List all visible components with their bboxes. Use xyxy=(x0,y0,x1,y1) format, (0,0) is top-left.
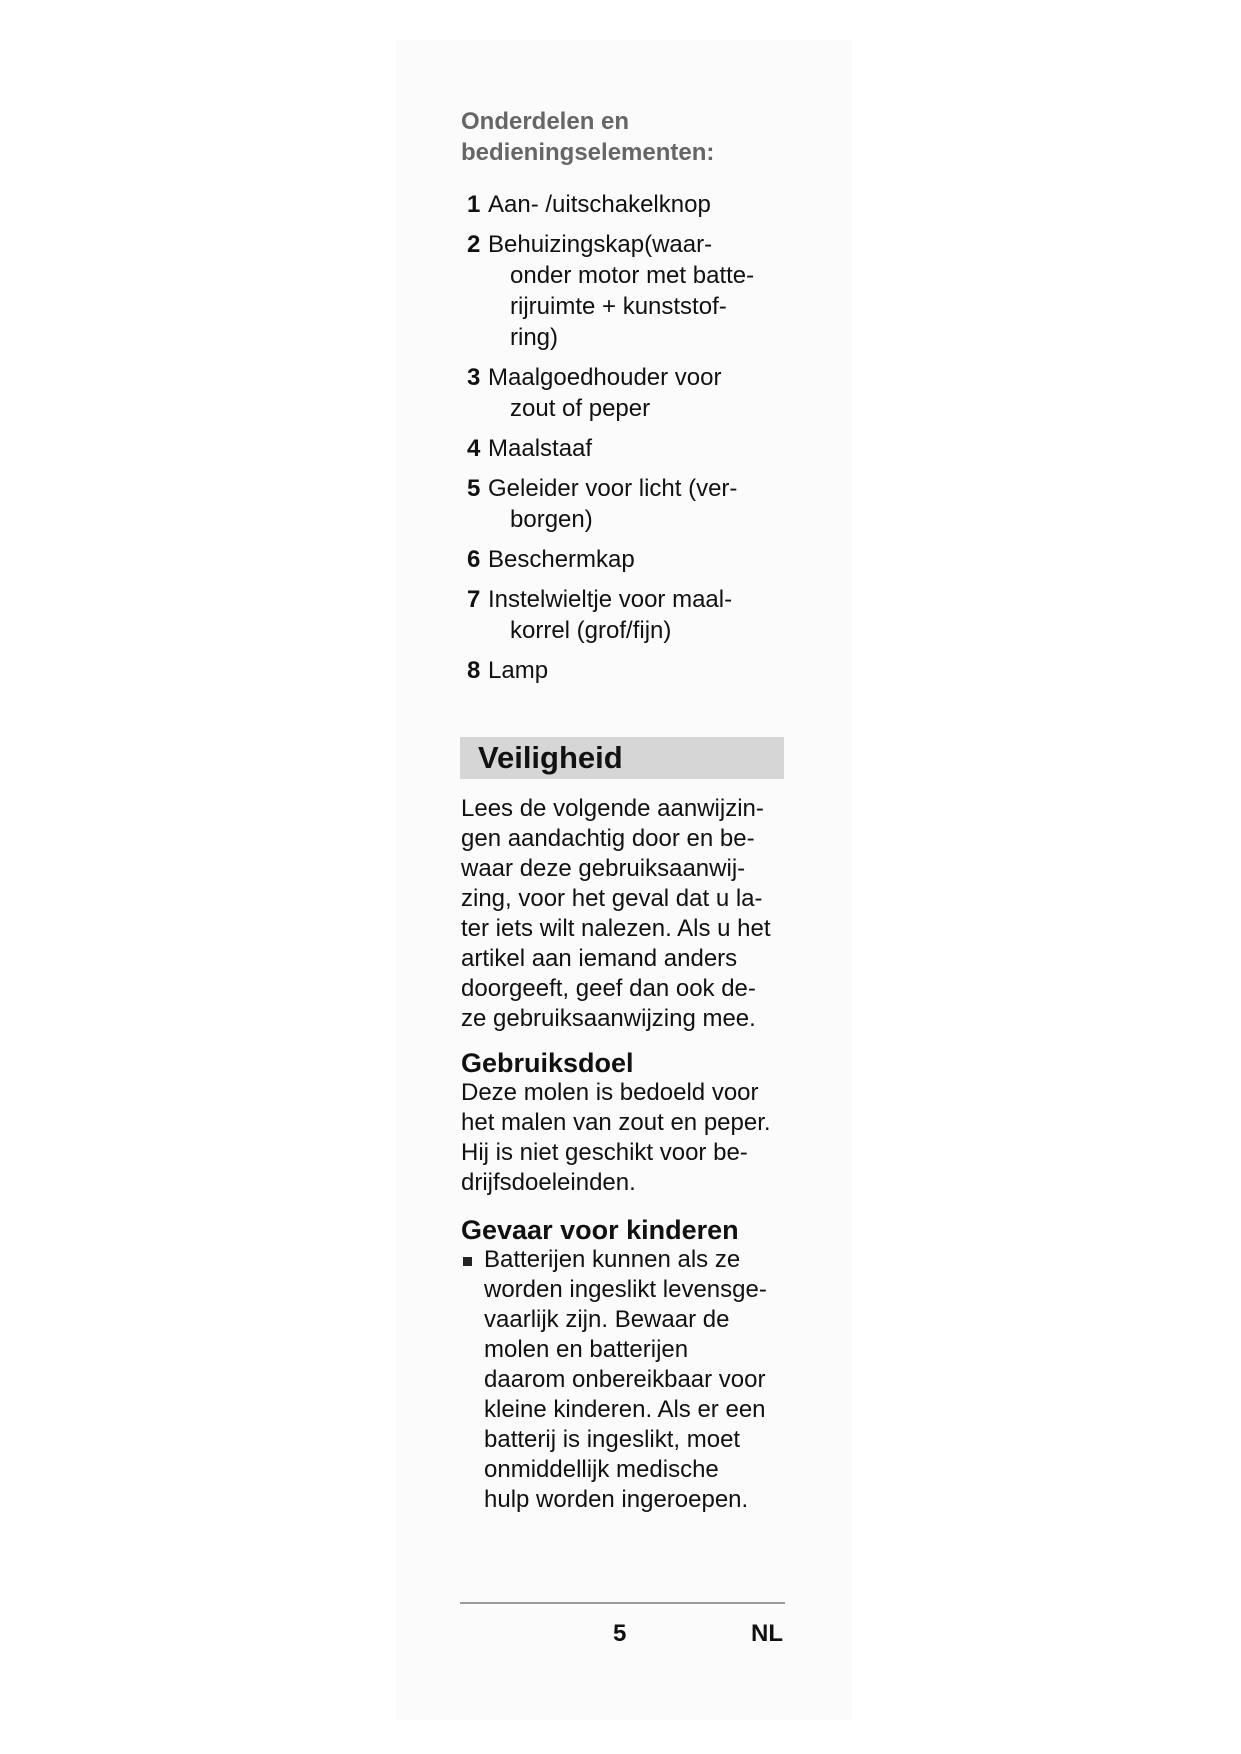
part-item xyxy=(467,189,787,220)
text-line: zing, voor het geval dat u la- xyxy=(461,885,763,912)
part-label: Behuizingskap(waar- xyxy=(488,231,713,258)
text-line: gen aandachtig door en be- xyxy=(461,825,755,852)
text-line: het malen van zout en peper. xyxy=(461,1109,771,1136)
text-line: vaarlijk zijn. Bewaar de xyxy=(484,1306,730,1333)
safety-intro xyxy=(461,794,785,1034)
text-line: waar deze gebruiksaanwij- xyxy=(461,855,746,882)
parts-list xyxy=(467,189,787,695)
part-item xyxy=(467,584,787,646)
part-item xyxy=(467,433,787,464)
part-number: 6 xyxy=(467,546,481,573)
text-line: ter iets wilt nalezen. Als u het xyxy=(461,915,771,942)
text-line: batterij is ingeslikt, moet xyxy=(484,1426,741,1453)
text-line: drijfsdoeleinden. xyxy=(461,1169,636,1196)
text-line: doorgeeft, geef dan ook de- xyxy=(461,975,756,1002)
part-number: 7 xyxy=(467,586,481,613)
children-warning xyxy=(461,1245,791,1515)
language-code: NL xyxy=(751,1620,783,1647)
bullet-line xyxy=(461,1245,791,1275)
part-item xyxy=(467,473,787,535)
square-bullet-icon xyxy=(463,1257,472,1266)
part-label-continued: onder motor met batte- xyxy=(510,262,755,289)
text-line: Deze molen is bedoeld voor xyxy=(461,1079,759,1106)
part-label-continued: korrel (grof/fijn) xyxy=(510,617,672,644)
part-item xyxy=(467,229,787,353)
text-line: kleine kinderen. Als er een xyxy=(484,1396,766,1423)
text-line: daarom onbereikbaar voor xyxy=(484,1366,766,1393)
children-heading: Gevaar voor kinderen xyxy=(461,1215,739,1245)
text-line: hulp worden ingeroepen. xyxy=(484,1486,749,1513)
footer-divider xyxy=(460,1602,785,1604)
text-line: Hij is niet geschikt voor be- xyxy=(461,1139,748,1166)
text-line: molen en batterijen xyxy=(484,1336,689,1363)
text-line: ze gebruiksaanwijzing mee. xyxy=(461,1005,756,1032)
text-line: Lees de volgende aanwijzin- xyxy=(461,795,764,822)
part-item xyxy=(467,655,787,686)
part-label: Lamp xyxy=(488,657,549,684)
part-label: Instelwieltje voor maal- xyxy=(488,586,733,613)
purpose-heading: Gebruiksdoel xyxy=(461,1048,634,1078)
part-item xyxy=(467,362,787,424)
section-bar xyxy=(460,737,784,779)
part-label: Aan- /uitschakelknop xyxy=(488,191,711,218)
part-item xyxy=(467,544,787,575)
part-label: Geleider voor licht (ver- xyxy=(488,475,738,502)
purpose-text xyxy=(461,1078,785,1198)
text-line: artikel aan iemand anders xyxy=(461,945,738,972)
part-number: 8 xyxy=(467,657,481,684)
parts-heading-line: bedieningselementen: xyxy=(461,139,715,166)
parts-heading-line: Onderdelen en xyxy=(461,108,630,135)
text-line: onmiddellijk medische xyxy=(484,1456,719,1483)
part-label-continued: ring) xyxy=(510,324,559,351)
part-label: Beschermkap xyxy=(488,546,635,573)
part-number: 5 xyxy=(467,475,481,502)
part-number: 3 xyxy=(467,364,481,391)
part-label-continued: borgen) xyxy=(510,506,593,533)
part-number: 4 xyxy=(467,435,481,462)
part-number: 1 xyxy=(467,191,481,218)
text-line: worden ingeslikt levensge- xyxy=(484,1276,767,1303)
page-number: 5 xyxy=(613,1620,627,1647)
part-label: Maalstaaf xyxy=(488,435,593,462)
part-label: Maalgoedhouder voor xyxy=(488,364,722,391)
part-number: 2 xyxy=(467,231,481,258)
parts-heading xyxy=(461,106,785,168)
part-label-continued: rijruimte + kunststof- xyxy=(510,293,727,320)
section-title: Veiligheid xyxy=(478,740,623,775)
part-label-continued: zout of peper xyxy=(510,395,651,422)
text-line: Batterijen kunnen als ze xyxy=(484,1246,741,1273)
